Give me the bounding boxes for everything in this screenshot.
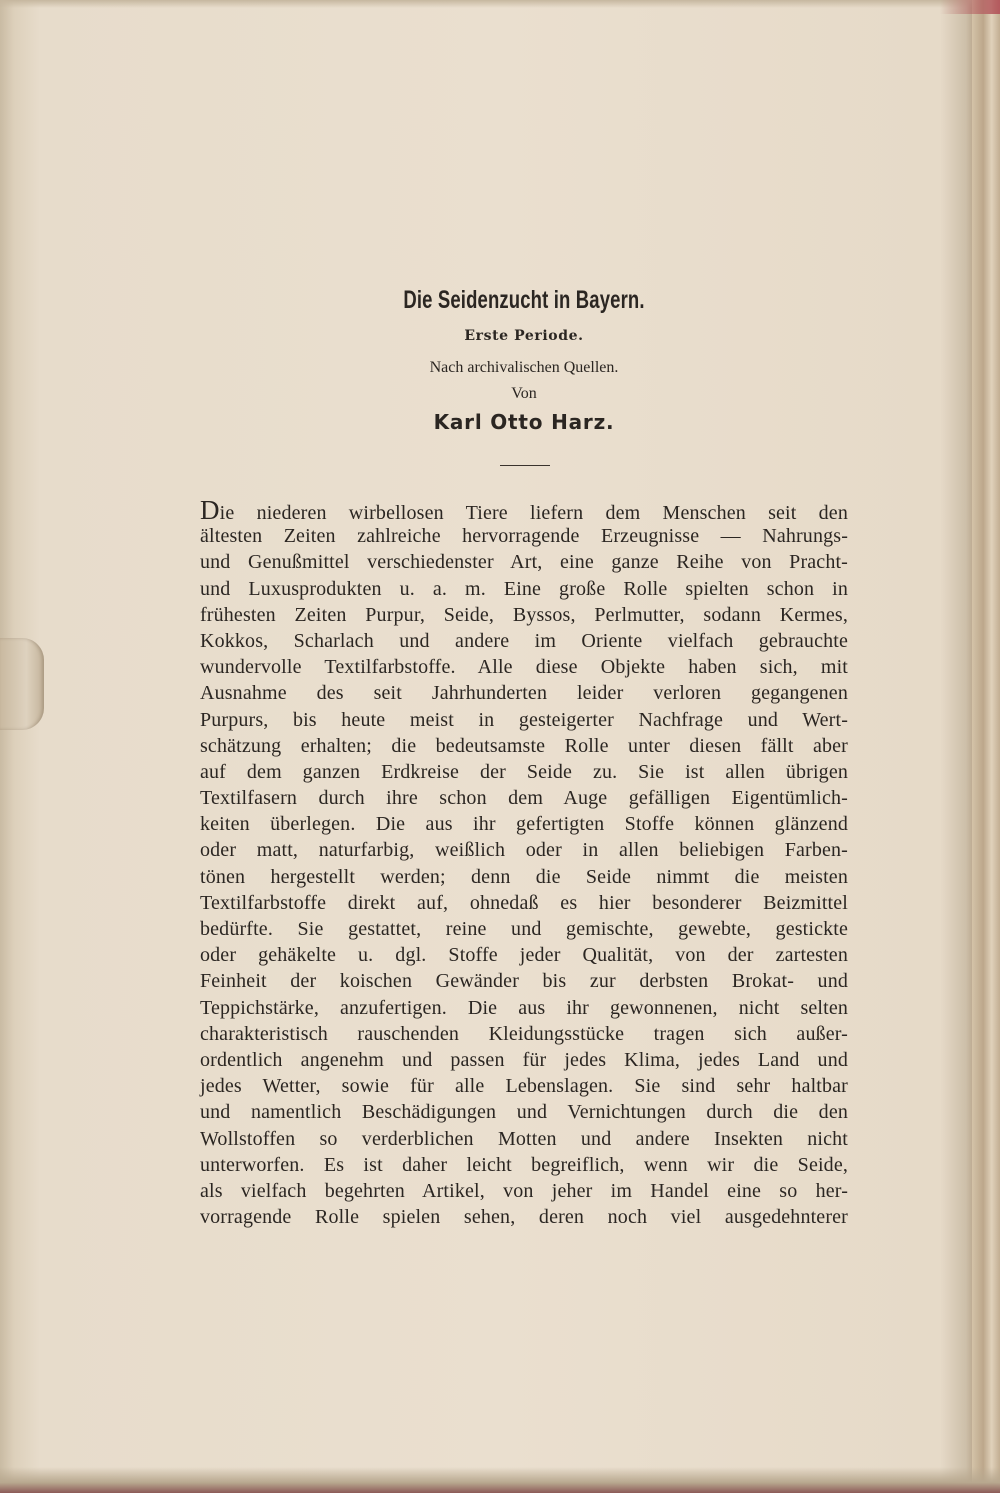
body-line: Ausnahme des seit Jahrhunderten leider verloren gegangenen	[200, 682, 848, 705]
article-source-note: Nach archivalischen Quellen.	[429, 359, 619, 376]
body-line: wundervolle Textilfarbstoffe. Alle diese Objekte haben sich, mit	[200, 656, 848, 679]
body-line: jedes Wetter, sowie für alle Lebenslagen. Sie sind sehr haltbar	[200, 1075, 848, 1098]
initial-letter: D	[200, 495, 220, 525]
body-line: und Genußmittel verschiedenster Art, eine ganze Reihe von Pracht-	[200, 551, 848, 574]
article-author: Karl Otto Harz.	[433, 410, 615, 434]
body-line: vorragende Rolle spielen sehen, deren noch viel ausgedehnterer	[200, 1206, 848, 1229]
body-line: oder gehäkelte u. dgl. Stoffe jeder Qualität, von der zartesten	[200, 944, 848, 967]
body-line: Textilfasern durch ihre schon dem Auge gefälligen Eigentümlich-	[200, 787, 848, 810]
body-line: ordentlich angenehm und passen für jedes Klima, jedes Land und	[200, 1048, 848, 1071]
article-period: Erste Periode.	[464, 328, 584, 344]
body-line: Feinheit der koischen Gewänder bis zur derbsten Brokat- und	[200, 970, 848, 993]
body-line: schätzung erhalten; die bedeutsamste Rolle unter diesen fällt aber	[200, 734, 848, 757]
body-line: Kokkos, Scharlach und andere im Oriente vielfach gebrauchte	[200, 629, 848, 652]
book-clasp	[0, 638, 44, 730]
byline-prefix: Von	[511, 385, 537, 402]
body-line: ältesten Zeiten zahlreiche hervorragende Erzeugnisse — Nahrungs-	[200, 525, 848, 548]
body-line: Purpurs, bis heute meist in gesteigerter Nachfrage und Wert-	[200, 708, 848, 731]
body-line: tönen hergestellt werden; denn die Seide nimmt die meisten	[200, 865, 848, 888]
body-line: keiten überlegen. Die aus ihr gefertigten Stoffe können glänzend	[200, 813, 848, 836]
body-line: Textilfarbstoffe direkt auf, ohnedaß es hier besonderer Beizmittel	[200, 891, 848, 914]
body-line: und Luxusprodukten u. a. m. Eine große Rolle spielten schon in	[200, 577, 848, 600]
book-binding-edge	[972, 0, 1000, 1493]
body-line: als vielfach begehrten Artikel, von jeher im Handel eine so her-	[200, 1179, 848, 1202]
body-line: Teppichstärke, anzufertigen. Die aus ihr gewonnenen, nicht selten	[200, 996, 848, 1019]
body-line: frühesten Zeiten Purpur, Seide, Byssos, Perlmutter, sodann Kermes,	[200, 603, 848, 626]
body-line-text: ie niederen wirbellosen Tiere liefern dem Menschen seit den	[219, 502, 848, 524]
page-bottom-edge	[0, 1467, 1000, 1493]
body-line: Wollstoffen so verderblichen Motten und andere Insekten nicht	[200, 1127, 848, 1150]
body-line: charakteristisch rauschenden Kleidungsstücke tragen sich außer-	[200, 1022, 848, 1045]
body-line: und namentlich Beschädigungen und Vernichtungen durch die den	[200, 1101, 848, 1124]
body-line: oder matt, naturfarbig, weißlich oder in allen beliebigen Farben-	[200, 839, 848, 862]
title-separator-rule	[500, 465, 550, 466]
page-top-edge	[0, 0, 1000, 8]
article-body	[200, 497, 848, 1230]
red-cover-corner	[940, 0, 1000, 14]
article-title: Die Seidenzucht in Bayern.	[403, 286, 645, 314]
body-line: auf dem ganzen Erdkreise der Seide zu. Sie ist allen übrigen	[200, 760, 848, 783]
body-line: unterworfen. Es ist daher leicht begreiflich, wenn wir die Seide,	[200, 1153, 848, 1176]
body-line: bedürfte. Sie gestattet, reine und gemischte, gewebte, gestickte	[200, 918, 848, 940]
body-line	[200, 497, 848, 523]
